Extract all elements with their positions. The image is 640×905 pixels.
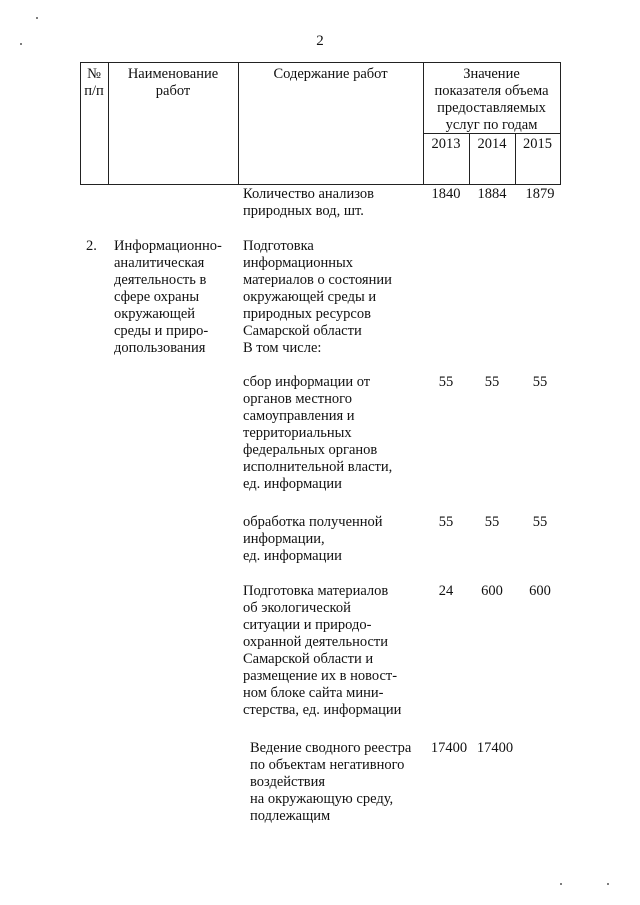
row-content: Количество анализов природных вод, шт. xyxy=(243,186,374,219)
value-2014: 17400 xyxy=(476,740,514,756)
value-2015: 55 xyxy=(532,374,548,390)
scan-speck xyxy=(20,43,22,45)
header-name: Наименование работ xyxy=(127,66,219,99)
value-2013: 55 xyxy=(438,374,454,390)
row-content: сбор информации от органов местного самоуправления и территориальных федеральных органов исполнительной власти, ед. информации xyxy=(243,374,393,492)
row-num: 2. xyxy=(86,238,97,254)
header-num: № п/п xyxy=(84,66,104,99)
scan-speck xyxy=(607,883,609,885)
value-2014: 1884 xyxy=(477,186,507,202)
page-number: 2 xyxy=(316,33,324,49)
row-name: Информационно- аналитическая деятельность в сфере охраны окружающей среды и приро- допользования xyxy=(114,238,222,356)
header-value: Значение показателя объема предоставляемых услуг по годам xyxy=(434,66,549,133)
row-content: Ведение сводного реестра по объектам негативного воздействия на окружающую среду, подлежащим xyxy=(250,740,412,824)
row-content: Подготовка информационных материалов о состоянии окружающей среды и природных ресурсов Самарской области В том числе: xyxy=(243,238,392,356)
value-2013: 17400 xyxy=(430,740,468,756)
value-2015: 55 xyxy=(532,514,548,530)
value-2013: 55 xyxy=(438,514,454,530)
row-content: обработка полученной информации, ед. информации xyxy=(243,514,383,564)
header-content: Содержание работ xyxy=(273,66,388,82)
value-2013: 24 xyxy=(438,583,454,599)
scan-speck xyxy=(36,17,38,19)
value-2015: 600 xyxy=(529,583,551,599)
scan-speck xyxy=(560,883,562,885)
value-2015: 1879 xyxy=(525,186,555,202)
value-2013: 1840 xyxy=(431,186,461,202)
value-2014: 55 xyxy=(484,514,500,530)
header-year-2013: 2013 xyxy=(431,136,461,152)
row-content: Подготовка материалов об экологической ситуации и природо- охранной деятельности Самарской области и размещение их в новост- ном блоке сайта мини- стерства, ед. информации xyxy=(243,583,402,718)
value-2014: 600 xyxy=(481,583,503,599)
value-2014: 55 xyxy=(484,374,500,390)
header-year-2015: 2015 xyxy=(523,136,552,152)
header-year-2014: 2014 xyxy=(477,136,507,152)
